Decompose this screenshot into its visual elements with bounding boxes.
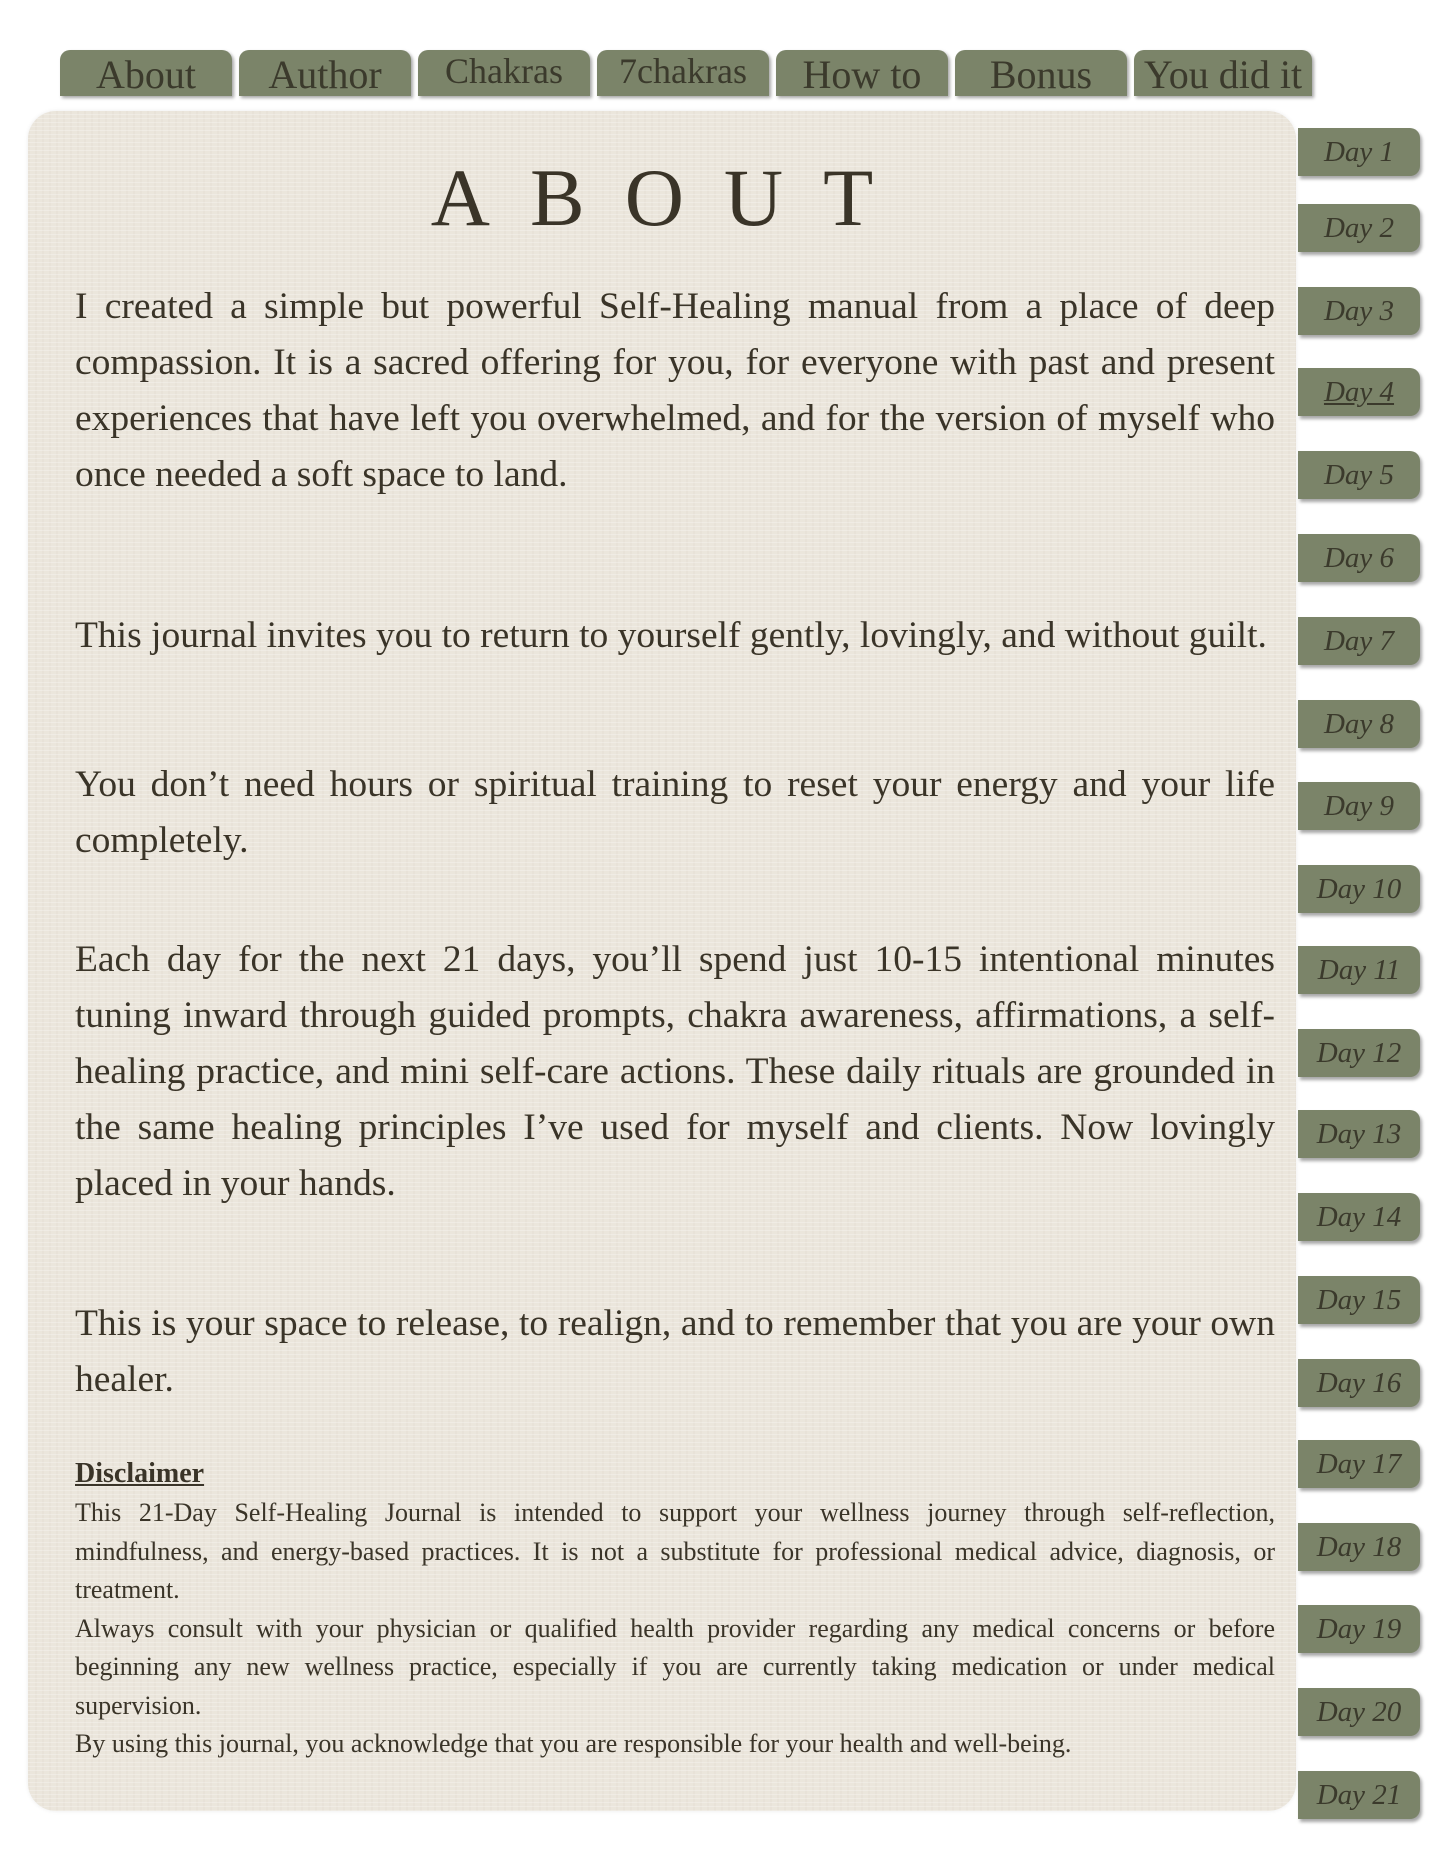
- day-tab-11[interactable]: Day 11: [1298, 946, 1420, 994]
- day-tab-17[interactable]: Day 17: [1298, 1440, 1420, 1488]
- tab-about[interactable]: About: [60, 50, 232, 96]
- day-tab-1[interactable]: Day 1: [1298, 128, 1420, 176]
- tab-author[interactable]: Author: [239, 50, 411, 96]
- intro-paragraph: I created a simple but powerful Self-Healing manual from a place of deep compassion. It is a sacred offering for you, for everyone with past and present experiences that have left you overwhelmed, and for the version of myself who once needed a soft space to land.: [75, 286, 1275, 495]
- day-tab-12[interactable]: Day 12: [1298, 1029, 1420, 1077]
- top-tab-bar: [58, 50, 1328, 100]
- day-tab-3[interactable]: Day 3: [1298, 287, 1420, 335]
- page-title: ABOUT: [430, 152, 914, 243]
- day-tab-13[interactable]: Day 13: [1298, 1110, 1420, 1158]
- invitation-paragraph: This journal invites you to return to yourself gently, lovingly, and without guilt.: [75, 615, 1267, 656]
- day-tab-14[interactable]: Day 14: [1298, 1193, 1420, 1241]
- disclaimer-purpose: This 21-Day Self-Healing Journal is intended to support your wellness journey through self-reflection, mindfulness, and energy-based practices. It is not a substitute for professional medical advice, diagnosis, or treatment.: [75, 1498, 1275, 1604]
- disclaimer-acknowledge: By using this journal, you acknowledge that you are responsible for your health and well-being.: [75, 1729, 1072, 1758]
- day-tab-8[interactable]: Day 8: [1298, 700, 1420, 748]
- day-tab-16[interactable]: Day 16: [1298, 1359, 1420, 1407]
- day-tab-15[interactable]: Day 15: [1298, 1276, 1420, 1324]
- healer-paragraph: This is your space to release, to realign, and to remember that you are your own healer.: [75, 1303, 1275, 1400]
- day-tab-18[interactable]: Day 18: [1298, 1523, 1420, 1571]
- day-tab-7[interactable]: Day 7: [1298, 617, 1420, 665]
- daily-ritual-paragraph: Each day for the next 21 days, you’ll spend just 10-15 intentional minutes tuning inward through guided prompts, chakra awareness, affirmations, a self-healing practice, and mini self-care actions. These daily rituals are grounded in the same healing principles I’ve used for myself and clients. Now lovingly placed in your hands.: [75, 939, 1275, 1204]
- day-tab-20[interactable]: Day 20: [1298, 1688, 1420, 1736]
- day-tab-10[interactable]: Day 10: [1298, 865, 1420, 913]
- day-tab-4[interactable]: [1298, 368, 1420, 416]
- tab-you-did-it[interactable]: You did it: [1134, 50, 1312, 96]
- day-tab-21[interactable]: Day 21: [1298, 1771, 1420, 1819]
- day-tab-5[interactable]: Day 5: [1298, 451, 1420, 499]
- tab-bonus[interactable]: Bonus: [955, 50, 1127, 96]
- tab-how-to[interactable]: How to: [776, 50, 948, 96]
- tab-7chakras[interactable]: 7chakras: [597, 50, 769, 96]
- disclaimer-consult: Always consult with your physician or qualified health provider regarding any medical concerns or before beginning any new wellness practice, especially if you are currently taking medication or under medical supervision.: [75, 1613, 1275, 1720]
- day-tab-19[interactable]: Day 19: [1298, 1605, 1420, 1653]
- disclaimer-text: [75, 1494, 1275, 1764]
- day-tab-6[interactable]: Day 6: [1298, 534, 1420, 582]
- day-tab-9[interactable]: Day 9: [1298, 782, 1420, 830]
- no-training-paragraph: You don’t need hours or spiritual training to reset your energy and your life completely.: [75, 764, 1275, 861]
- day-tab-2[interactable]: Day 2: [1298, 204, 1420, 252]
- day-tab-4-label: Day 4: [1323, 376, 1395, 408]
- disclaimer-heading: Disclaimer: [75, 1458, 205, 1489]
- tab-chakras[interactable]: Chakras: [418, 50, 590, 96]
- about-page: [28, 111, 1296, 1811]
